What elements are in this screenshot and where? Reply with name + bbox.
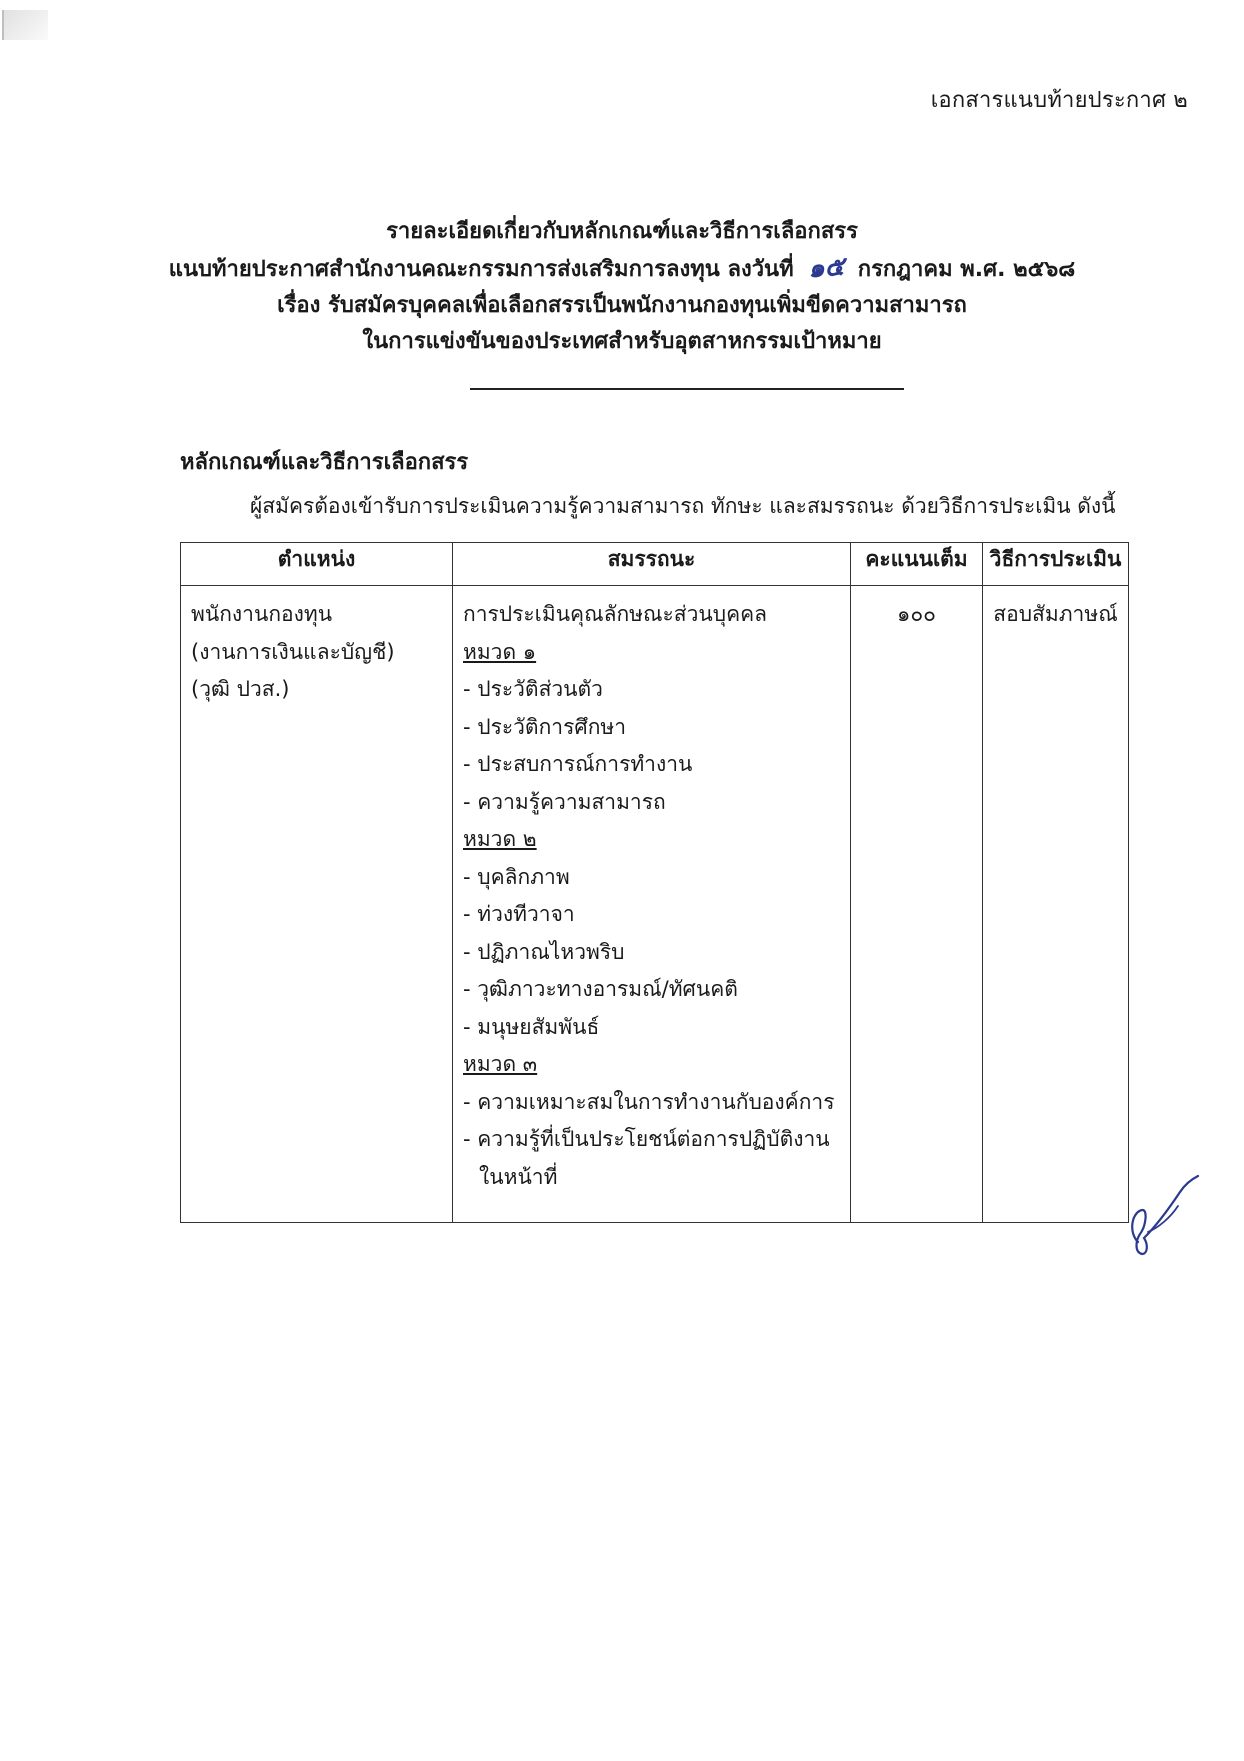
title-divider bbox=[470, 388, 904, 390]
group-1-heading: หมวด ๑ bbox=[463, 639, 537, 664]
table-row bbox=[181, 586, 1129, 1223]
document-title bbox=[0, 214, 1244, 360]
header-method: วิธีการประเมิน bbox=[983, 543, 1129, 586]
title-line-1: รายละเอียดเกี่ยวกับหลักเกณฑ์และวิธีการเลือกสรร bbox=[386, 219, 858, 244]
title-line-2 bbox=[0, 250, 1244, 288]
list-item: - มนุษยสัมพันธ์ bbox=[463, 1014, 600, 1039]
position-title: พนักงานกองทุน bbox=[191, 602, 333, 626]
header-competency: สมรรถนะ bbox=[453, 543, 851, 586]
section-heading: หลักเกณฑ์และวิธีการเลือกสรร bbox=[180, 450, 469, 475]
title-line-2-suffix: กรกฎาคม พ.ศ. ๒๕๖๘ bbox=[857, 257, 1076, 282]
list-item: - ความรู้ความสามารถ bbox=[463, 789, 666, 814]
criteria-table bbox=[180, 542, 1129, 1223]
list-item: - ประวัติส่วนตัว bbox=[463, 677, 603, 701]
table-header-row bbox=[181, 543, 1129, 586]
competency-heading: การประเมินคุณลักษณะส่วนบุคคล bbox=[463, 602, 768, 626]
header-full-score: คะแนนเต็ม bbox=[851, 543, 983, 586]
position-qualification: (วุฒิ ปวส.) bbox=[191, 677, 290, 701]
title-line-2-prefix: แนบท้ายประกาศสำนักงานคณะกรรมการส่งเสริมการลงทุน ลงวันที่ bbox=[168, 257, 794, 282]
title-line-3: เรื่อง รับสมัครบุคคลเพื่อเลือกสรรเป็นพนักงานกองทุนเพิ่มขีดความสามารถ bbox=[277, 293, 967, 318]
intro-paragraph: ผู้สมัครต้องเข้ารับการประเมินความรู้ความสามารถ ทักษะ และสมรรถนะ ด้วยวิธีการประเมิน ดังนี้ bbox=[250, 494, 1116, 518]
position-unit: (งานการเงินและบัญชี) bbox=[191, 639, 395, 664]
attachment-label: เอกสารแนบท้ายประกาศ ๒ bbox=[930, 88, 1188, 113]
list-item: - ท่วงทีวาจา bbox=[463, 902, 575, 926]
signature-mark bbox=[1118, 1172, 1202, 1256]
list-item: - ปฏิภาณไหวพริบ bbox=[463, 939, 625, 964]
list-item: - ประสบการณ์การทำงาน bbox=[463, 752, 693, 776]
handwritten-date: ๑๕ bbox=[806, 251, 845, 285]
full-score-cell: ๑๐๐ bbox=[851, 586, 983, 1223]
competency-cell bbox=[453, 586, 851, 1223]
group-2-heading: หมวด ๒ bbox=[463, 827, 537, 851]
list-item: - บุคลิกภาพ bbox=[463, 864, 570, 889]
group-3-heading: หมวด ๓ bbox=[463, 1052, 538, 1076]
header-position: ตำแหน่ง bbox=[181, 543, 453, 586]
title-line-4: ในการแข่งขันของประเทศสำหรับอุตสาหกรรมเป้าหมาย bbox=[362, 329, 882, 354]
list-item: - ความรู้ที่เป็นประโยชน์ต่อการปฏิบัติงาน bbox=[463, 1127, 830, 1151]
method-cell: สอบสัมภาษณ์ bbox=[983, 586, 1129, 1223]
list-item: - วุฒิภาวะทางอารมณ์/ทัศนคติ bbox=[463, 977, 738, 1001]
list-item: - ประวัติการศึกษา bbox=[463, 714, 627, 739]
position-cell bbox=[181, 586, 453, 1223]
scan-artifact bbox=[2, 10, 48, 40]
list-item: - ความเหมาะสมในการทำงานกับองค์การ bbox=[463, 1089, 835, 1114]
list-item-continuation: ในหน้าที่ bbox=[479, 1164, 558, 1189]
